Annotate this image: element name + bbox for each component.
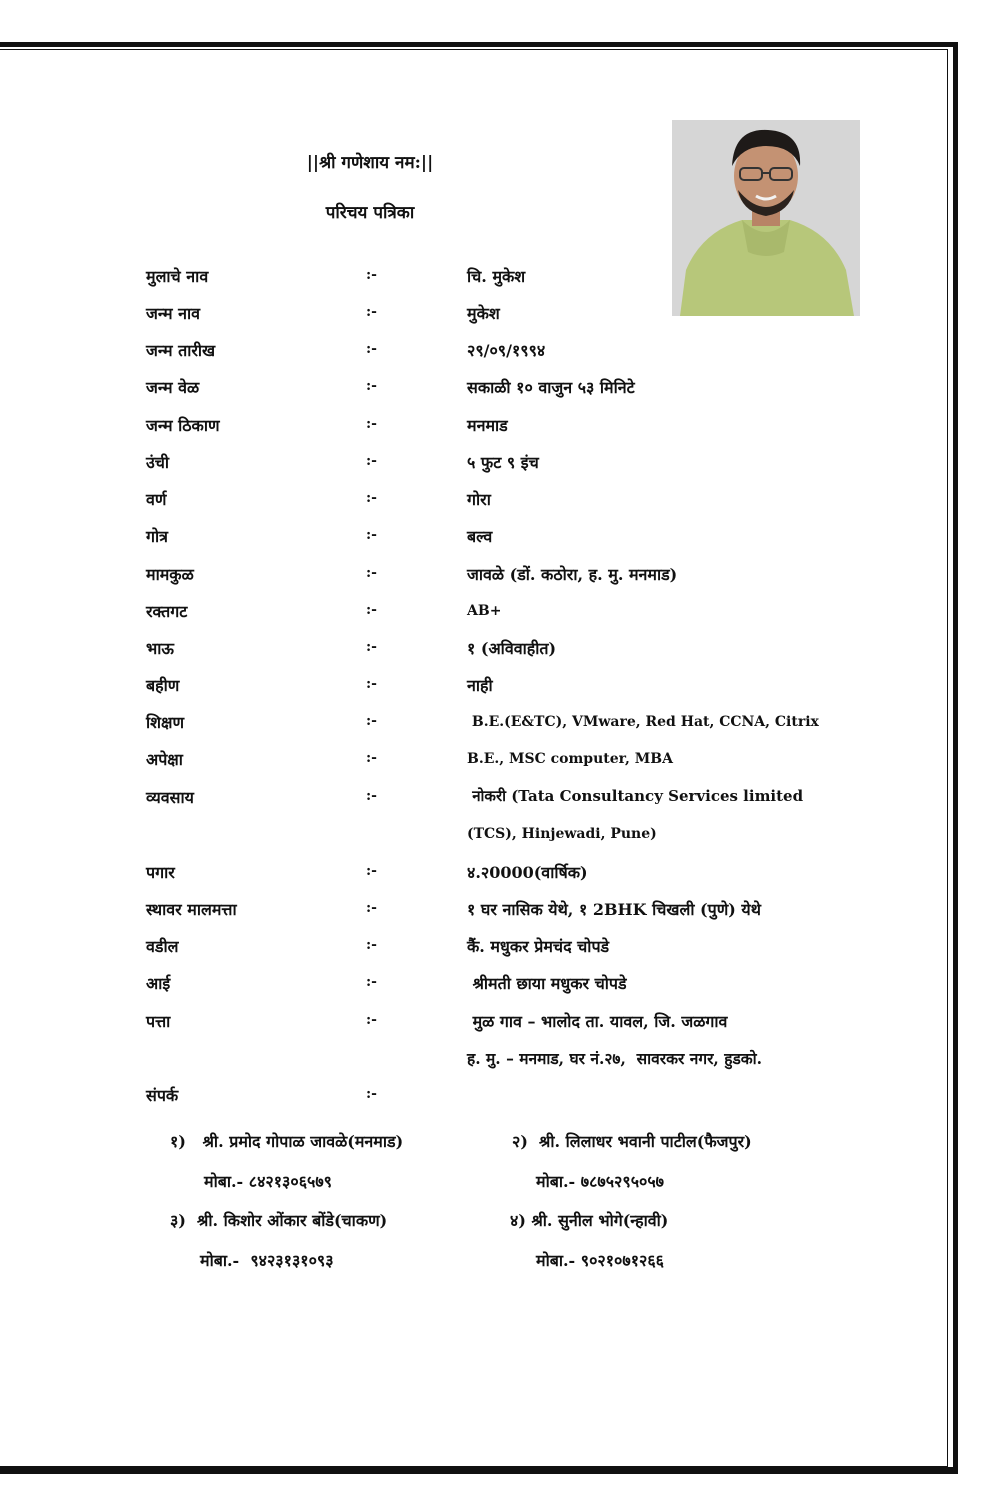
field-label: जन्म ठिकाण	[146, 416, 220, 435]
field-row-groom-name	[0, 265, 982, 295]
page-title: परिचय पत्रिका	[325, 203, 415, 223]
field-separator: :-	[366, 416, 377, 432]
field-label: जन्म तारीख	[146, 341, 216, 360]
field-value: ४.२0000(वार्षिक)	[467, 863, 588, 882]
field-value: नोकरी (Tata Consultancy Services limited	[467, 787, 804, 805]
field-row-address-continued	[0, 1047, 982, 1077]
field-label: मुलाचे नाव	[146, 267, 209, 286]
field-separator: :-	[366, 565, 377, 581]
field-separator: :-	[366, 378, 377, 394]
field-label: रक्तगट	[146, 602, 188, 621]
field-row-mother	[0, 972, 982, 1002]
field-label: पत्ता	[146, 1012, 171, 1031]
field-label: संपर्क	[146, 1086, 179, 1105]
field-row-birth-date	[0, 339, 982, 369]
field-label: बहीण	[146, 676, 180, 695]
field-label: जन्म वेळ	[146, 378, 200, 397]
field-separator: :-	[366, 863, 377, 879]
field-value: चि. मुकेश	[467, 267, 526, 286]
field-label: व्यवसाय	[146, 788, 194, 807]
contact-4-name: ४) श्री. सुनील भोगे(न्हावी)	[510, 1211, 669, 1230]
contact-3-mobile: मोबा.- ९४२३१३१०९३	[200, 1251, 334, 1270]
field-separator: :-	[366, 267, 377, 283]
field-label: वडील	[146, 937, 179, 956]
field-value: मुळ गाव – भालोद ता. यावल, जि. जळगाव	[467, 1012, 728, 1031]
field-value: बल्व	[467, 527, 493, 546]
field-row-birth-time	[0, 376, 982, 406]
field-separator: :-	[366, 304, 377, 320]
field-separator: :-	[366, 676, 377, 692]
contact-4-mobile: मोबा.- ९०२१०७१२६६	[536, 1251, 664, 1270]
field-row-education	[0, 711, 982, 741]
field-separator: :-	[366, 341, 377, 357]
field-value: १ घर नासिक येथे, १ 2BHK चिखली (पुणे) येथे	[467, 900, 761, 919]
field-row-sister	[0, 674, 982, 704]
field-value: १ (अविवाहीत)	[467, 639, 557, 658]
field-separator: :-	[366, 900, 377, 916]
contact-2-name: २) श्री. लिलाधर भवानी पाटील(फैजपुर)	[512, 1132, 752, 1151]
field-value: B.E., MSC computer, MBA	[467, 751, 673, 767]
field-row-complexion	[0, 488, 982, 518]
field-row-father	[0, 935, 982, 965]
field-separator: :-	[366, 713, 377, 729]
field-label: शिक्षण	[146, 713, 185, 732]
field-separator: :-	[366, 1086, 377, 1102]
contact-3-name: ३) श्री. किशोर ओंकार बोंडे(चाकण)	[170, 1211, 388, 1230]
field-value: जावळे (डों. कठोरा, ह. मु. मनमाड)	[467, 565, 678, 584]
field-row-brother	[0, 637, 982, 667]
field-separator: :-	[366, 527, 377, 543]
field-row-height	[0, 451, 982, 481]
field-label: स्थावर मालमत्ता	[146, 900, 237, 919]
field-value: सकाळी १० वाजुन ५३ मिनिटे	[467, 378, 635, 397]
contact-1-mobile: मोबा.- ८४२१३०६५७९	[204, 1172, 332, 1191]
contact-2-mobile: मोबा.- ७८७५२९५०५७	[536, 1172, 664, 1191]
field-row-property	[0, 898, 982, 928]
field-separator: :-	[366, 602, 377, 618]
field-separator: :-	[366, 639, 377, 655]
field-value: २९/०९/१९९४	[467, 341, 546, 360]
field-separator: :-	[366, 750, 377, 766]
field-row-contact	[0, 1084, 982, 1114]
field-value: गोरा	[467, 490, 491, 509]
field-label: अपेक्षा	[146, 750, 183, 769]
field-separator: :-	[366, 490, 377, 506]
field-label: आई	[146, 974, 171, 993]
field-value: AB+	[467, 603, 502, 619]
field-row-address	[0, 1010, 982, 1040]
field-row-expectation	[0, 748, 982, 778]
field-label: वर्ण	[146, 490, 167, 509]
field-label: पगार	[146, 863, 175, 882]
field-row-maternal-family	[0, 563, 982, 593]
field-value: (TCS), Hinjewadi, Pune)	[467, 826, 657, 842]
field-row-salary	[0, 861, 982, 891]
field-label: गोत्र	[146, 527, 168, 546]
field-value: कैं. मधुकर प्रेमचंद चोपडे	[467, 937, 610, 956]
field-value: मनमाड	[467, 416, 508, 435]
field-value: मुकेश	[467, 304, 500, 323]
field-value: ह. मु. – मनमाड, घर नं.२७, सावरकर नगर, हुडको.	[467, 1049, 763, 1068]
page-border-bottom	[0, 1467, 958, 1478]
field-row-blood-group	[0, 600, 982, 630]
field-separator: :-	[366, 788, 377, 804]
invocation-heading: ||श्री गणेशाय नम:||	[306, 153, 434, 173]
field-label: जन्म नाव	[146, 304, 201, 323]
field-row-occupation-continued	[0, 823, 982, 853]
field-row-occupation	[0, 786, 982, 816]
field-value: नाही	[467, 676, 493, 695]
field-separator: :-	[366, 974, 377, 990]
field-row-gotra	[0, 525, 982, 555]
field-separator: :-	[366, 453, 377, 469]
contact-1-name: १) श्री. प्रमोद गोपाळ जावळे(मनमाड)	[170, 1132, 404, 1151]
field-label: मामकुळ	[146, 565, 194, 584]
field-row-birth-place	[0, 414, 982, 444]
field-separator: :-	[366, 937, 377, 953]
field-row-birth-name	[0, 302, 982, 332]
field-value: B.E.(E&TC), VMware, Red Hat, CCNA, Citrix	[467, 714, 819, 730]
field-separator: :-	[366, 1012, 377, 1028]
field-value: श्रीमती छाया मधुकर चोपडे	[467, 974, 627, 993]
field-label: उंची	[146, 453, 170, 472]
field-label: भाऊ	[146, 639, 174, 658]
field-value: ५ फुट ९ इंच	[467, 453, 539, 472]
